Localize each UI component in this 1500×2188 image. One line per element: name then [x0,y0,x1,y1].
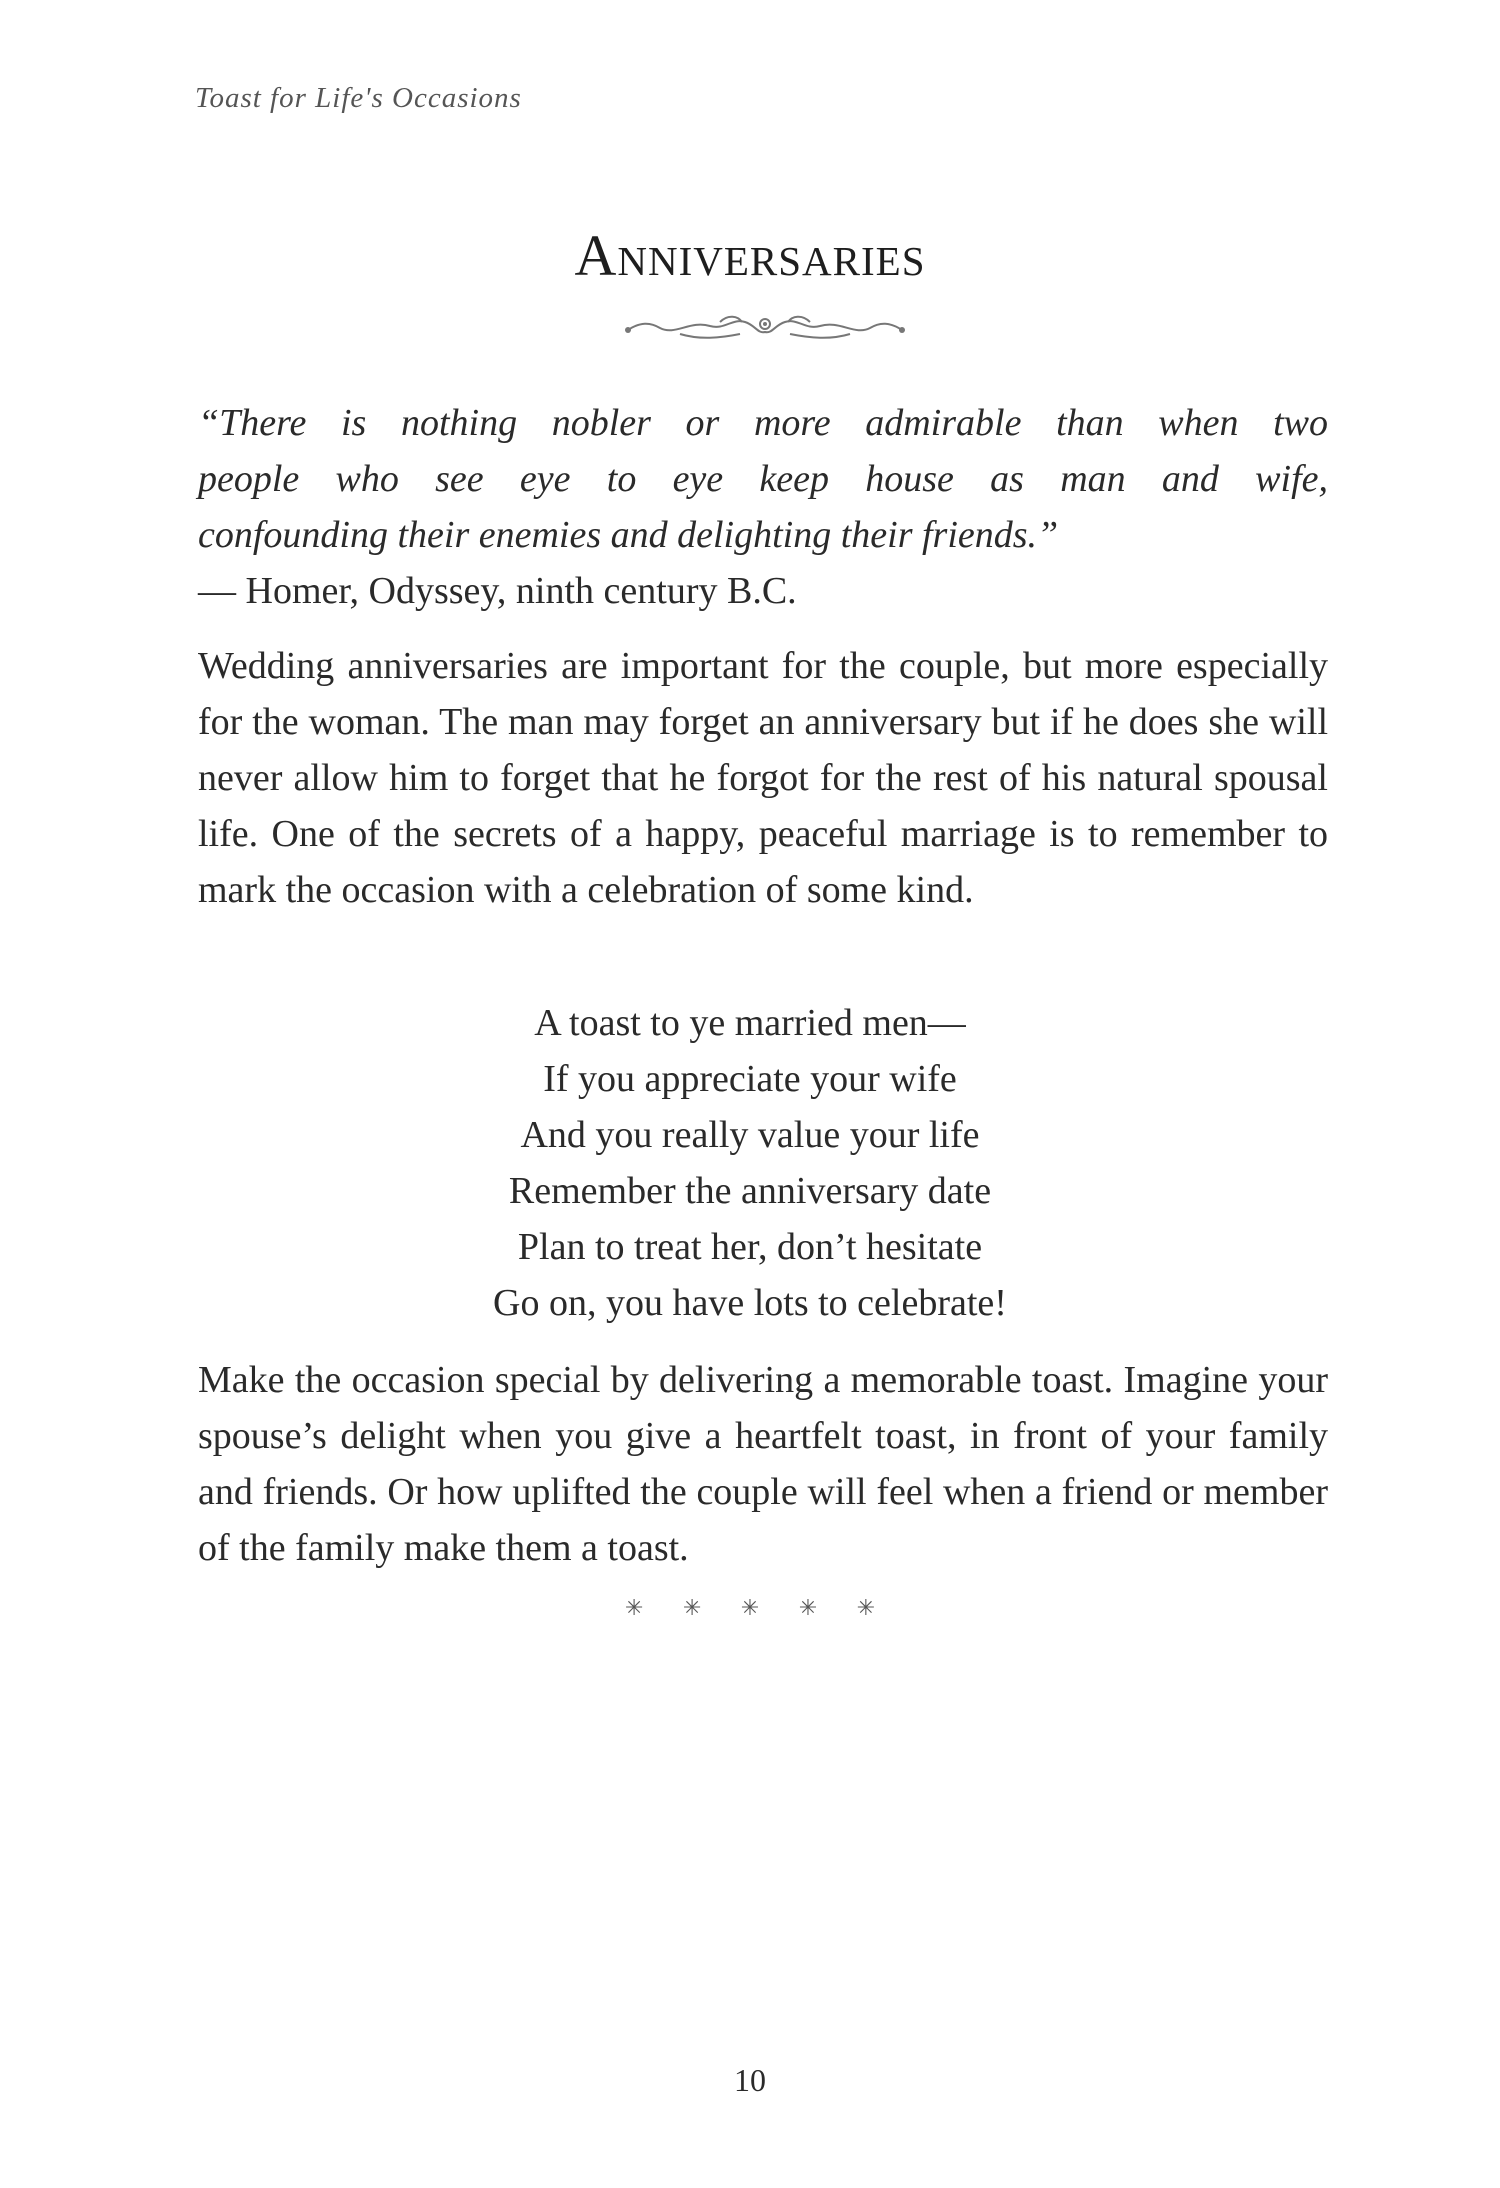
star-ornament-icon: ✳ [798,1595,818,1620]
body-paragraph: Make the occasion special by delivering a memorable toast. Imagine your spouse’s delight when you give a heartfelt toast, in front of your family and friends. Or how uplifted the couple will feel when a friend or member of the family make them a toast. [198,1359,1328,1569]
epigraph-quote [198,395,1328,563]
poem-line: If you appreciate your wife [543,1058,957,1100]
quote-line: “There is nothing nobler or more admirable than when two [198,402,1328,444]
quote-line: people who see eye to eye keep house as man and wife, [198,458,1328,500]
poem-line: A toast to ye married men— [534,1002,966,1044]
quote-attribution: — Homer, Odyssey, ninth century B.C. [198,570,797,612]
section-break [0,1595,1500,1621]
star-ornament-icon: ✳ [740,1595,760,1620]
quote-line: confounding their enemies and delighting their friends.” [198,514,1059,556]
poem-line: Go on, you have lots to celebrate! [493,1282,1007,1324]
chapter-title: Anniversaries [574,223,926,288]
star-ornament-icon: ✳ [682,1595,702,1620]
poem-line: Remember the anniversary date [508,1170,992,1212]
flourish-divider-icon [620,308,910,348]
toast-poem [0,995,1500,1331]
page-number: 10 [734,2062,766,2098]
star-ornament-icon: ✳ [624,1595,644,1620]
running-header: Toast for Life's Occasions [195,82,522,114]
poem-line: And you really value your life [520,1114,980,1156]
body-paragraph: Wedding anniversaries are important for the couple, but more especially for the woman. The man may forget an anniversary but if he does she will never allow him to forget that he forgot for the rest of his natural spousal life. One of the secrets of a happy, peaceful marriage is to remember to mark the occasion with a celebration of some kind. [198,645,1328,911]
star-ornament-icon: ✳ [856,1595,876,1620]
poem-line: Plan to treat her, don’t hesitate [517,1226,983,1268]
